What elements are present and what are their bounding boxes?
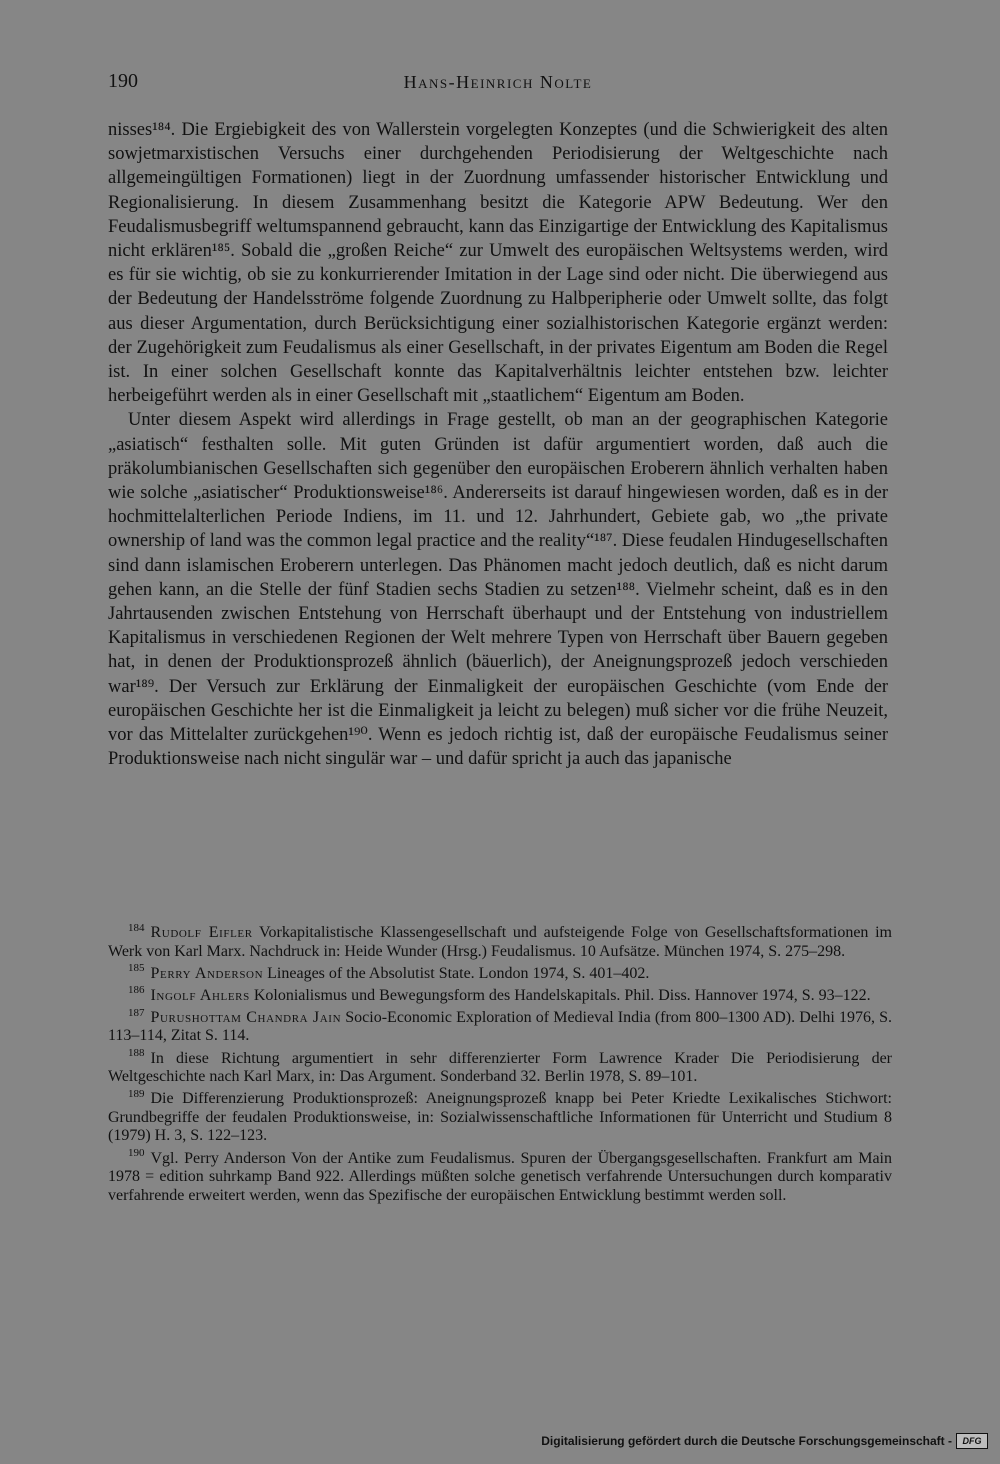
- footnote-number: 188: [128, 1047, 145, 1060]
- footnote: [108, 962, 892, 984]
- footnote-text: Die Differenzierung Produktionsprozeß: Aneignungsprozeß knapp bei Peter Kriedte Lexikalisches Stichwort: Grundbegriffe der feudalen Produktionsweise, in: Sozialwissenschaftliche Informationen für Unterricht und Studium 8 (1979) H. 3, S. 122–123.: [108, 1090, 892, 1145]
- paragraph: Unter diesem Aspekt wird allerdings in Frage gestellt, ob man an der geographischen Kategorie „asiatisch“ festhalten solle. Mit guten Gründen ist dafür argumentiert worden, daß auch die präkolumbianischen Gesellschaften sich gegenüber den europäischen Eroberern ähnlich verhalten haben wie solche „asiatischer“ Produktionsweise¹⁸⁶. Andererseits ist darauf hingewiesen worden, daß es in der hochmittelalterlichen Periode Indiens, im 11. und 12. Jahrhundert, Gebiete gab, wo „the private ownership of land was the common legal practice and the reality“¹⁸⁷. Diese feudalen Hindugesellschaften sind dann islamischen Eroberern unterlegen. Das Phänomen macht jedoch deutlich, daß es nicht darum gehen kann, an die Stelle der fünf Stadien sechs Stadien zu setzen¹⁸⁸. Vielmehr scheint, daß es in den Jahrtausenden zwischen Entstehung von Herrschaft überhaupt und der Entstehung von industriellem Kapitalismus in verschiedenen Regionen der Welt mehrere Typen von Herrschaft über Bauern gegeben hat, in denen der Produktionsprozeß ähnlich (bäuerlich), der Aneignungsprozeß jedoch verschieden war¹⁸⁹. Der Versuch zur Erklärung der Einmaligkeit der europäischen Geschichte (vom Ende der europäischen Geschichte her ist die Einmaligkeit ja leicht zu belegen) muß sicher vor die frühe Neuzeit, vor das Mittelalter zurückgehen¹⁹⁰. Wenn es jedoch richtig ist, daß der europäische Feudalismus seiner Produktionsweise nach nicht singulär war – und dafür spricht ja auch das japanische: [108, 410, 888, 770]
- footnotes: [108, 921, 892, 1209]
- footnote: [108, 1087, 892, 1146]
- footnote: [108, 984, 892, 1006]
- footnote-number: 186: [128, 984, 145, 997]
- footnote-text: Kolonialismus und Bewegungsform des Handelskapitals. Phil. Diss. Hannover 1974, S. 93–122.: [249, 986, 871, 1004]
- footnote-number: 187: [128, 1006, 145, 1019]
- footnote: [108, 1006, 892, 1046]
- footnote-text: Socio-Economic Exploration of Medieval India (from 800–1300 AD). Delhi 1976, S. 113–114, Zitat S. 114.: [108, 1008, 892, 1045]
- footnote-text: Vgl. Perry Anderson Von der Antike zum Feudalismus. Spuren der Übergangsgesellschaften. Frankfurt am Main 1978 = edition suhrkamp Band 922. Allerdings müßten solche genetisch verfahrende Untersuchungen durch komparativ verfahrende erweitert werden, wenn das Spezifische der europäischen Entwicklung bestimmt werden soll.: [108, 1149, 892, 1204]
- page-header: [108, 70, 888, 100]
- footnote-number: 189: [128, 1087, 145, 1100]
- running-head: Hans-Heinrich Nolte: [403, 72, 593, 92]
- footnote-author: Ingolf Ahlers: [150, 986, 250, 1004]
- footnote: [108, 1047, 892, 1087]
- footnote-author: Purushottam Chandra Jain: [150, 1008, 342, 1026]
- page-number: 190: [108, 70, 138, 92]
- footnote: [108, 1147, 892, 1206]
- footnote-author: Perry Anderson: [150, 964, 264, 982]
- digitization-credit: [541, 1432, 988, 1450]
- footnote-number: 185: [128, 962, 145, 975]
- paragraph: nisses¹⁸⁴. Die Ergiebigkeit des von Wallerstein vorgelegten Konzeptes (und die Schwierigkeit des alten sowjetmarxistischen Versuchs einer durchgehenden Periodisierung der Weltgeschichte nach allgemeingültigen Formationen) liegt in der Zuordnung umfassender historischer Entwicklung und Regionalisierung. In diesem Zusammenhang besitzt die Kategorie APW Bedeutung. Wer den Feudalismusbegriff weltumspannend gebraucht, kann das Einzigartige der Entwicklung des Kapitalismus nicht erklären¹⁸⁵. Sobald die „großen Reiche“ zur Umwelt des europäischen Weltsystems werden, wird es für sie wichtig, ob sie zu konkurrierender Imitation in der Lage sind oder nicht. Die überwiegend aus der Bedeutung der Handelsströme folgende Zuordnung zu Halbperipherie oder Umwelt sollte, das folgt aus dieser Argumentation, durch Berücksichtigung einer sozialhistorischen Kategorie ergänzt werden: der Zugehörigkeit zum Feudalismus als einer Gesellschaft, in der privates Eigentum am Boden die Regel ist. In einer solchen Gesellschaft konnte das Kapitalverhältnis leichter entstehen bzw. leichter herbeigeführt werden als in einer Gesellschaft mit „staatlichem“ Eigentum am Boden.: [108, 120, 888, 407]
- footnote-number: 184: [128, 921, 145, 934]
- footnote-number: 190: [128, 1147, 145, 1160]
- footnote-text: In diese Richtung argumentiert in sehr differenzierter Form Lawrence Krader Die Periodisierung der Weltgeschichte nach Karl Marx, in: Das Argument. Sonderband 32. Berlin 1978, S. 89–101.: [108, 1049, 892, 1086]
- body-text: [108, 118, 888, 771]
- credit-text: Digitalisierung gefördert durch die Deutsche Forschungsgemeinschaft -: [541, 1434, 952, 1448]
- footnote: [108, 921, 892, 961]
- dfg-logo: DFG: [956, 1433, 988, 1449]
- footnote-text: Vorkapitalistische Klassengesellschaft und aufsteigende Folge von Gesellschaftsformationen im Werk von Karl Marx. Nachdruck in: Heide Wunder (Hrsg.) Feudalismus. 10 Aufsätze. München 1974, S. 275–298.: [108, 924, 892, 960]
- footnote-text: Lineages of the Absolutist State. London 1974, S. 401–402.: [263, 964, 650, 982]
- footnote-author: Rudolf Eifler: [150, 924, 253, 941]
